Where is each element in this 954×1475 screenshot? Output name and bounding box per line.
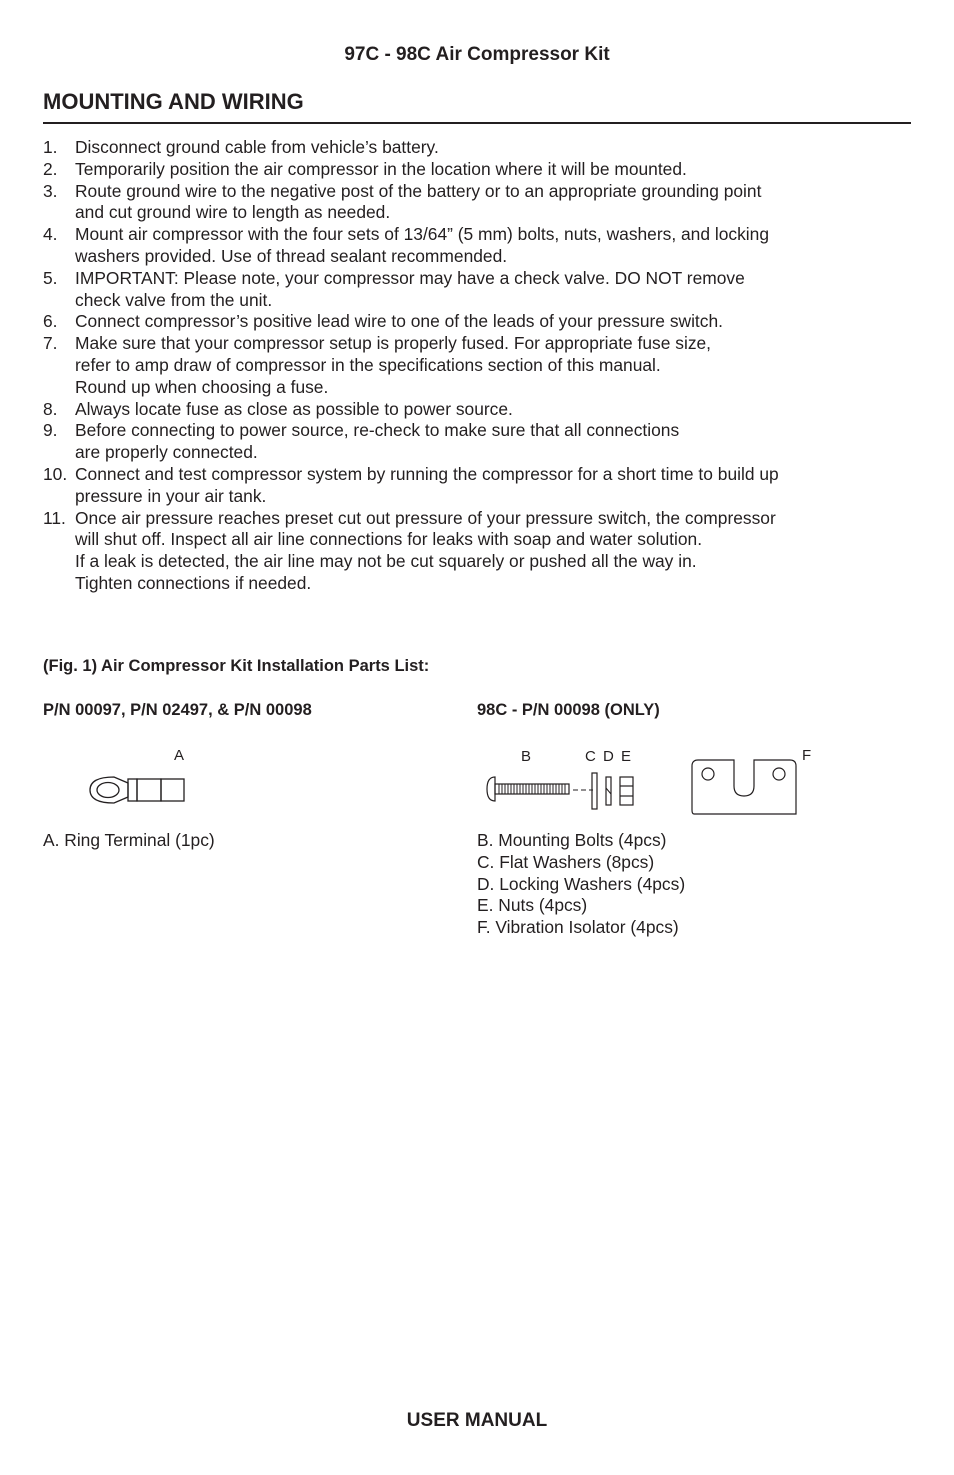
- centerline-dash: [573, 788, 593, 792]
- step-number: 3.: [43, 180, 58, 201]
- part-letter-c: C: [585, 748, 596, 765]
- step-number: 4.: [43, 224, 58, 245]
- part-item: D. Locking Washers (4pcs): [477, 873, 686, 894]
- part-item: C. Flat Washers (8pcs): [477, 851, 655, 872]
- vibration-isolator-icon: [690, 758, 798, 816]
- step-text: Mount air compressor with the four sets of 13/64” (5 mm) bolts, nuts, washers, and locking washers provided. Use of thread sealant recommended.: [75, 224, 769, 266]
- part-letter-f: F: [802, 747, 812, 764]
- step-number: 5.: [43, 267, 58, 288]
- part-letter-b: B: [521, 748, 532, 765]
- step-text: Connect compressor’s positive lead wire to one of the leads of your pressure switch.: [75, 311, 723, 332]
- step-item: [43, 464, 913, 508]
- step-text: Disconnect ground cable from vehicle’s battery.: [75, 137, 439, 157]
- step-item: [43, 311, 913, 333]
- flat-washer-icon: [591, 772, 599, 810]
- document-title: 97C - 98C Air Compressor Kit: [344, 44, 610, 65]
- part-letter-d: D: [603, 748, 614, 765]
- step-item: [43, 181, 913, 225]
- step-number: 11.: [43, 507, 66, 528]
- step-item: [43, 333, 913, 398]
- step-number: 1.: [43, 137, 58, 157]
- part-letter-a: A: [174, 747, 185, 764]
- step-text: Route ground wire to the negative post of the battery or to an appropriate grounding point and cut ground wire to length as needed.: [75, 180, 762, 223]
- step-item: [43, 420, 913, 464]
- ring-terminal-icon: [88, 773, 188, 807]
- mounting-bolt-icon: [486, 776, 574, 804]
- step-number: 9.: [43, 420, 58, 441]
- part-item: A. Ring Terminal (1pc): [43, 830, 215, 850]
- step-text: Once air pressure reaches preset cut out pressure of your pressure switch, the compressor will shut off. Inspect all air line connections for leaks with soap and water solution. If a leak is detected, the air line may not be cut squarely or pushed all the way in. Tighten connections if needed.: [75, 507, 776, 593]
- heading-rule: [43, 122, 911, 124]
- step-number: 6.: [43, 311, 58, 332]
- right-parts-list: [477, 830, 685, 939]
- locking-washer-icon: [605, 776, 613, 806]
- part-item: F. Vibration Isolator (4pcs): [477, 917, 679, 938]
- left-parts-list: [43, 830, 215, 852]
- section-heading: MOUNTING AND WIRING: [43, 89, 304, 114]
- figure-caption: (Fig. 1) Air Compressor Kit Installation Parts List:: [43, 657, 430, 675]
- part-item: B. Mounting Bolts (4pcs): [477, 830, 667, 850]
- step-text: Connect and test compressor system by running the compressor for a short time to build up pressure in your air tank.: [75, 463, 779, 506]
- step-text: Before connecting to power source, re-check to make sure that all connections are properly connected.: [75, 420, 680, 463]
- step-text: Make sure that your compressor setup is properly fused. For appropriate fuse size, refer to amp draw of compressor in the specifications section of this manual. Round up when choosing a fuse.: [75, 333, 712, 397]
- step-item: [43, 224, 913, 268]
- step-item: [43, 268, 913, 312]
- step-number: 10.: [43, 463, 68, 484]
- part-letter-e: E: [621, 748, 632, 765]
- footer-label: USER MANUAL: [406, 1410, 548, 1431]
- left-parts-heading: P/N 00097, P/N 02497, & P/N 00098: [43, 701, 312, 719]
- right-parts-heading: 98C - P/N 00098 (ONLY): [477, 701, 660, 719]
- step-item: [43, 137, 913, 159]
- step-item: [43, 399, 913, 421]
- instruction-steps: [43, 137, 913, 595]
- step-text: Temporarily position the air compressor in the location where it will be mounted.: [75, 158, 687, 179]
- step-number: 7.: [43, 333, 58, 354]
- part-item: E. Nuts (4pcs): [477, 895, 588, 916]
- step-item: [43, 508, 913, 595]
- step-text: Always locate fuse as close as possible to power source.: [75, 398, 513, 419]
- step-number: 8.: [43, 398, 58, 419]
- step-text: IMPORTANT: Please note, your compressor may have a check valve. DO NOT remove check valve from the unit.: [75, 267, 745, 310]
- step-item: [43, 159, 913, 181]
- nut-icon: [619, 776, 635, 806]
- step-number: 2.: [43, 158, 58, 179]
